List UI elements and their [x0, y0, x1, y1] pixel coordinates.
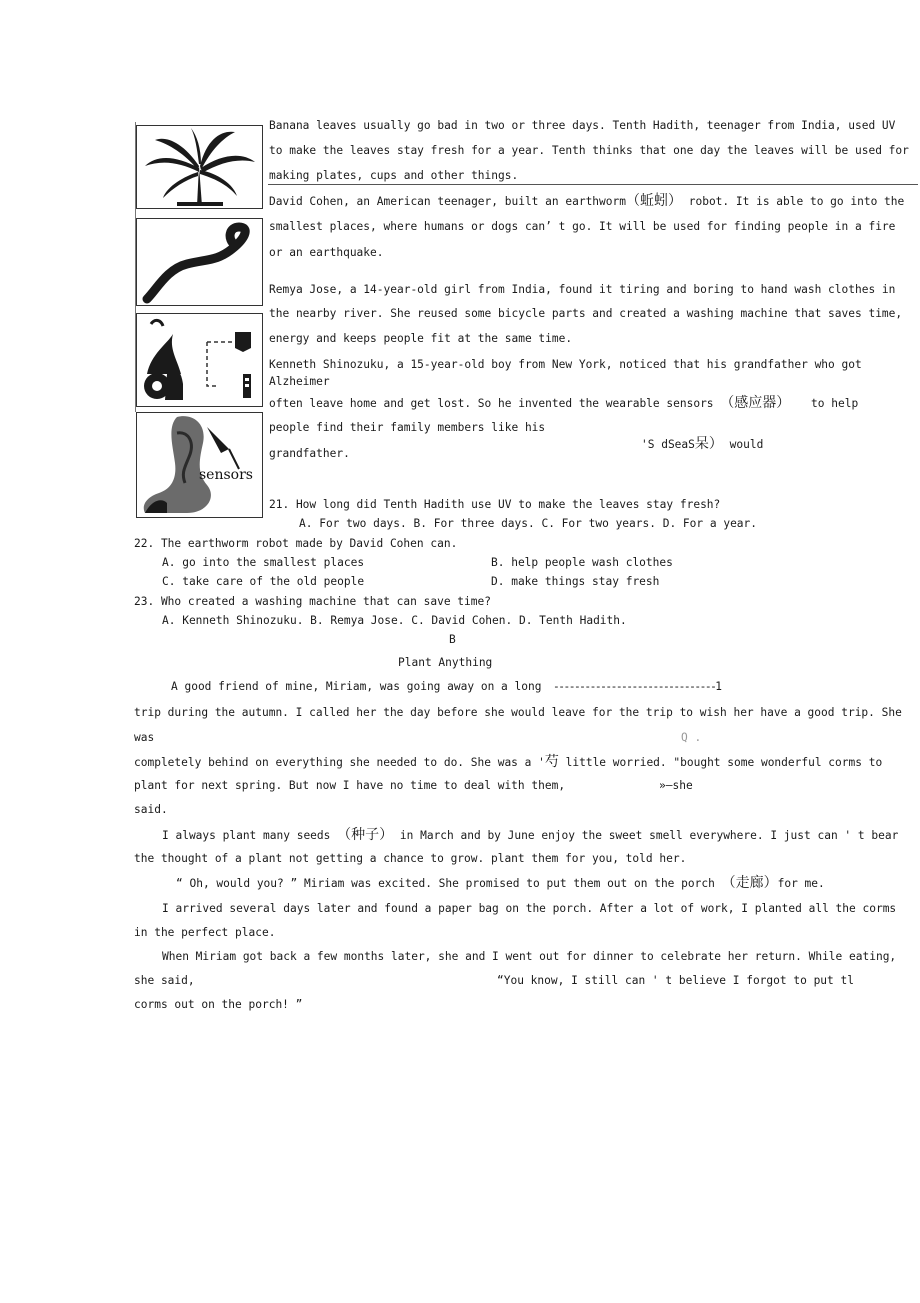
banana-plant-icon	[137, 126, 262, 208]
p3-text: “ Oh, would you? ” Miriam was excited. She promised to put them out on the porch	[176, 877, 715, 890]
p5-line2-right: “You know, I still can ' t believe I forgot to put tl	[497, 974, 854, 987]
para4-line2: Alzheimer	[269, 375, 330, 388]
p3-line	[176, 876, 825, 891]
p2-line1-text: I always plant many seeds	[162, 829, 331, 842]
p3-rest: for me.	[777, 877, 825, 890]
p1-line1-text: A good friend of mine, Miriam, was going away on a long	[171, 680, 542, 693]
p1-line3: was	[134, 731, 155, 744]
para1-line3: making plates, cups and other things.	[269, 169, 519, 182]
p1-line5: plant for next spring. But now I have no time to deal with them,	[134, 779, 566, 792]
question-21: 21. How long did Tenth Hadith use UV to make the leaves stay fresh?	[269, 498, 721, 511]
p1-line3-right: Q .	[681, 731, 702, 744]
question-23-options: A. Kenneth Shinozuku. B. Remya Jose. C. David Cohen. D. Tenth Hadith.	[162, 614, 627, 627]
para4-line3-rest: to help	[811, 397, 859, 410]
earthworm-figure	[136, 218, 263, 306]
p5-line3: corms out on the porch! ”	[134, 998, 303, 1011]
p1-line4	[134, 755, 882, 770]
p5-line1: When Miriam got back a few months later, she and I went out for dinner to celebrate her return. While eating,	[162, 950, 897, 963]
p2-line1-rest: in March and by June enjoy the sweet smell everywhere. I just can ' t bear	[399, 829, 899, 842]
washing-machine-icon	[137, 314, 262, 406]
sensors-label: sensors	[199, 467, 253, 483]
para4-line3-text: often leave home and get lost. So he invented the wearable sensors	[269, 397, 714, 410]
sensors-figure	[136, 412, 263, 518]
divider-line	[268, 184, 918, 185]
question-21-options: A. For two days. B. For three days. C. For two years. D. For a year.	[299, 517, 758, 530]
para1-line1: Banana leaves usually go bad in two or three days. Tenth Hadith, teenager from India, used UV	[269, 119, 896, 132]
para2-gloss: （蚯蚓）	[625, 193, 682, 209]
para4-line5: grandfather.	[269, 447, 350, 460]
sensor-foot-icon	[137, 413, 262, 517]
para4-fragment-rest: would	[729, 438, 764, 451]
question-22-option-d: D. make things stay fresh	[491, 575, 660, 588]
para4-line3	[269, 396, 858, 411]
p3-gloss: （走廊）	[721, 875, 778, 891]
para4-line1: Kenneth Shinozuku, a 15-year-old boy from New York, noticed that his grandfather who got	[269, 358, 862, 371]
question-22-option-a: A. go into the smallest places	[162, 556, 365, 569]
para3-line1: Remya Jose, a 14-year-old girl from India, found it tiring and boring to hand wash clothes in	[269, 283, 896, 296]
p1-line4-rest: little worried. "bought some wonderful corms to	[565, 756, 883, 769]
para3-line3: energy and keeps people fit at the same time.	[269, 332, 573, 345]
p2-gloss: （种子）	[337, 827, 394, 843]
para2-line1	[269, 194, 904, 209]
p4-line1: I arrived several days later and found a paper bag on the porch. After a lot of work, I planted all the corms	[162, 902, 897, 915]
para1-line2: to make the leaves stay fresh for a year. Tenth thinks that one day the leaves will be used for	[269, 144, 909, 157]
p5-line2: she said,	[134, 974, 195, 987]
p2-line1	[162, 828, 898, 843]
para4-line4-right	[641, 437, 763, 452]
p1-line1	[171, 680, 541, 694]
question-23: 23. Who created a washing machine that can save time?	[134, 595, 491, 608]
para2-line1-rest: robot. It is able to go into the	[688, 195, 905, 208]
p1-line5-right: »—she	[659, 779, 693, 792]
para4-gloss: （感应器）	[720, 395, 791, 411]
p4-line2: in the perfect place.	[134, 926, 276, 939]
passage-title: Plant Anything	[398, 656, 493, 669]
section-label: B	[449, 633, 456, 646]
p1-line4-text: completely behind on everything she needed to do. She was a '	[134, 756, 545, 769]
p1-line1-blank: -------------------------------1	[553, 680, 721, 693]
para3-line2: the nearby river. She reused some bicycle parts and created a washing machine that saves time,	[269, 307, 903, 320]
washing-machine-figure	[136, 313, 263, 407]
question-22: 22. The earthworm robot made by David Cohen can.	[134, 537, 458, 550]
banana-plant-figure	[136, 125, 263, 209]
para4-fragment-gloss: 呆）	[694, 436, 723, 452]
p2-line2: the thought of a plant not getting a chance to grow. plant them for you, told her.	[134, 852, 687, 865]
para2-line3: or an earthquake.	[269, 246, 384, 259]
para2-line1-text: David Cohen, an American teenager, built an earthworm	[269, 195, 626, 208]
p1-line6: said.	[134, 803, 168, 816]
earthworm-icon	[137, 219, 262, 305]
question-22-option-b: B. help people wash clothes	[491, 556, 673, 569]
para2-line2: smallest places, where humans or dogs can’ t go. It will be used for finding people in a fire	[269, 220, 896, 233]
question-22-option-c: C. take care of the old people	[162, 575, 365, 588]
p1-line2: trip during the autumn. I called her the day before she would leave for the trip to wish her have a good trip. She	[134, 706, 902, 719]
para4-fragment: 'S dSeaS	[641, 438, 695, 451]
p1-line4-glyph: 芍	[544, 754, 559, 770]
para4-line4: people find their family members like his	[269, 421, 546, 434]
